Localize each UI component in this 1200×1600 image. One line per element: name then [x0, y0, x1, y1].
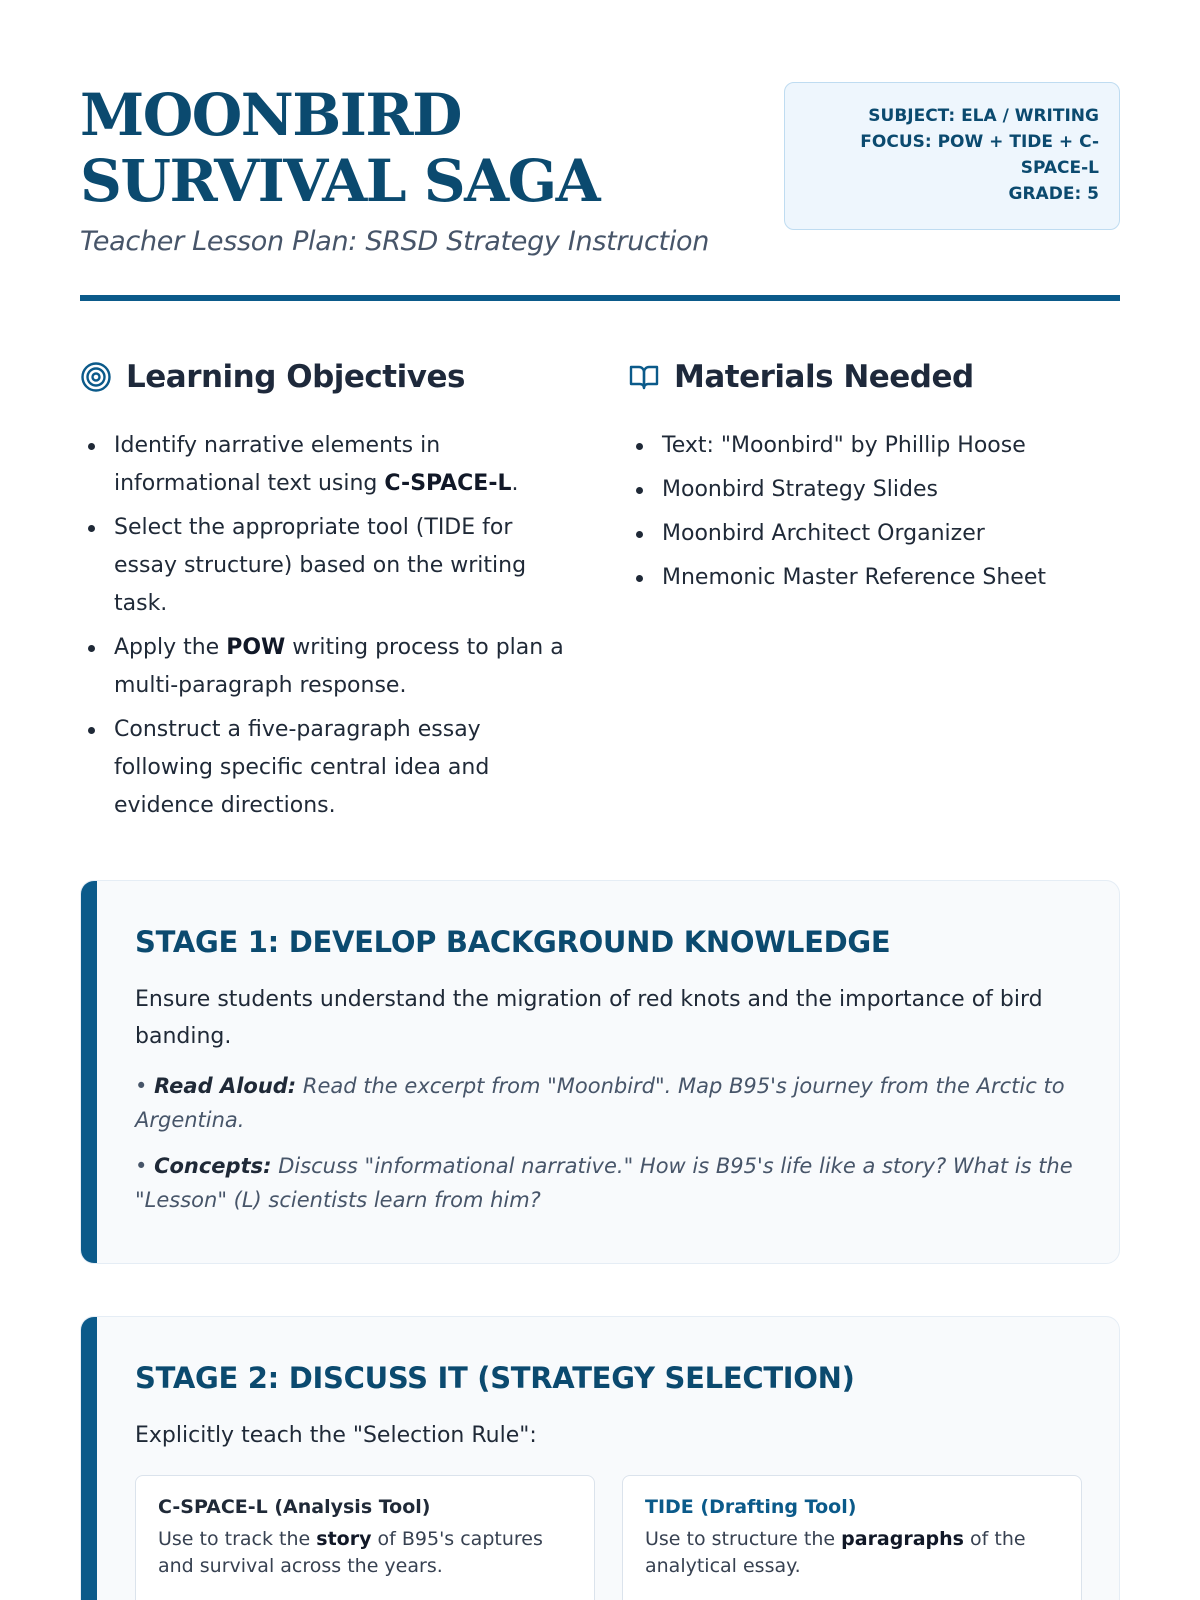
stage-1-intro: Ensure students understand the migration of red knots and the importance of bird banding. — [135, 987, 1043, 1049]
list-item: Identify narrative elements in informational text using C-SPACE-L. — [80, 427, 570, 503]
book-open-icon — [628, 361, 660, 393]
stage-1-title: STAGE 1: DEVELOP BACKGROUND KNOWLEDGE — [135, 925, 891, 959]
materials-section — [628, 355, 1128, 603]
materials-list — [628, 427, 1128, 597]
lesson-meta-box — [784, 82, 1120, 230]
meta-subject: SUBJECT: ELA / WRITING — [868, 106, 1099, 126]
stage-2-title: STAGE 2: DISCUSS IT (STRATEGY SELECTION) — [135, 1361, 855, 1395]
page-title: MOONBIRD SURVIVAL SAGA — [80, 81, 600, 215]
page-header — [80, 82, 1120, 302]
list-item: Text: "Moonbird" by Phillip Hoose — [628, 427, 1128, 465]
stage-2-intro: Explicitly teach the "Selection Rule": — [135, 1423, 537, 1448]
list-item: Select the appropriate tool (TIDE for essay structure) based on the writing task. — [80, 509, 570, 623]
objectives-heading — [80, 355, 570, 399]
page-subtitle: Teacher Lesson Plan: SRSD Strategy Instruction — [80, 226, 710, 257]
materials-heading — [628, 355, 1128, 399]
stage-1-card — [80, 880, 1120, 1264]
objectives-list — [80, 427, 570, 825]
list-item: Moonbird Architect Organizer — [628, 515, 1128, 553]
materials-title: Materials Needed — [674, 359, 974, 395]
tool-description: Use to track the story of B95's captures and survival across the years. — [158, 1528, 543, 1577]
target-icon — [80, 361, 112, 393]
objectives-title: Learning Objectives — [126, 359, 465, 395]
tool-description: Use to structure the paragraphs of the analytical essay. — [645, 1528, 1026, 1577]
stage-2-card — [80, 1316, 1120, 1600]
objectives-section — [80, 355, 570, 831]
stage-1-note-concepts: • Concepts: Discuss "informational narrative." How is B95's life like a story? What is the "Lesson" (L) scientists learn from him? — [135, 1154, 1073, 1212]
list-item: Construct a five-paragraph essay following specific central idea and evidence directions. — [80, 711, 570, 825]
meta-focus: FOCUS: POW + TIDE + C-SPACE-L — [860, 132, 1099, 178]
tool-card-c-space-l — [135, 1475, 595, 1600]
tool-name: C-SPACE-L (Analysis Tool) — [158, 1496, 431, 1518]
list-item: Moonbird Strategy Slides — [628, 471, 1128, 509]
list-item: Apply the POW writing process to plan a multi-paragraph response. — [80, 629, 570, 705]
tool-name: TIDE (Drafting Tool) — [645, 1496, 857, 1518]
tool-card-tide — [622, 1475, 1082, 1600]
meta-grade: GRADE: 5 — [1008, 184, 1099, 204]
stage-1-note-read-aloud: • Read Aloud: Read the excerpt from "Moonbird". Map B95's journey from the Arctic to Argentina. — [135, 1074, 1065, 1132]
tool-cards — [135, 1475, 1079, 1600]
header-divider — [80, 295, 1120, 301]
list-item: Mnemonic Master Reference Sheet — [628, 559, 1128, 597]
